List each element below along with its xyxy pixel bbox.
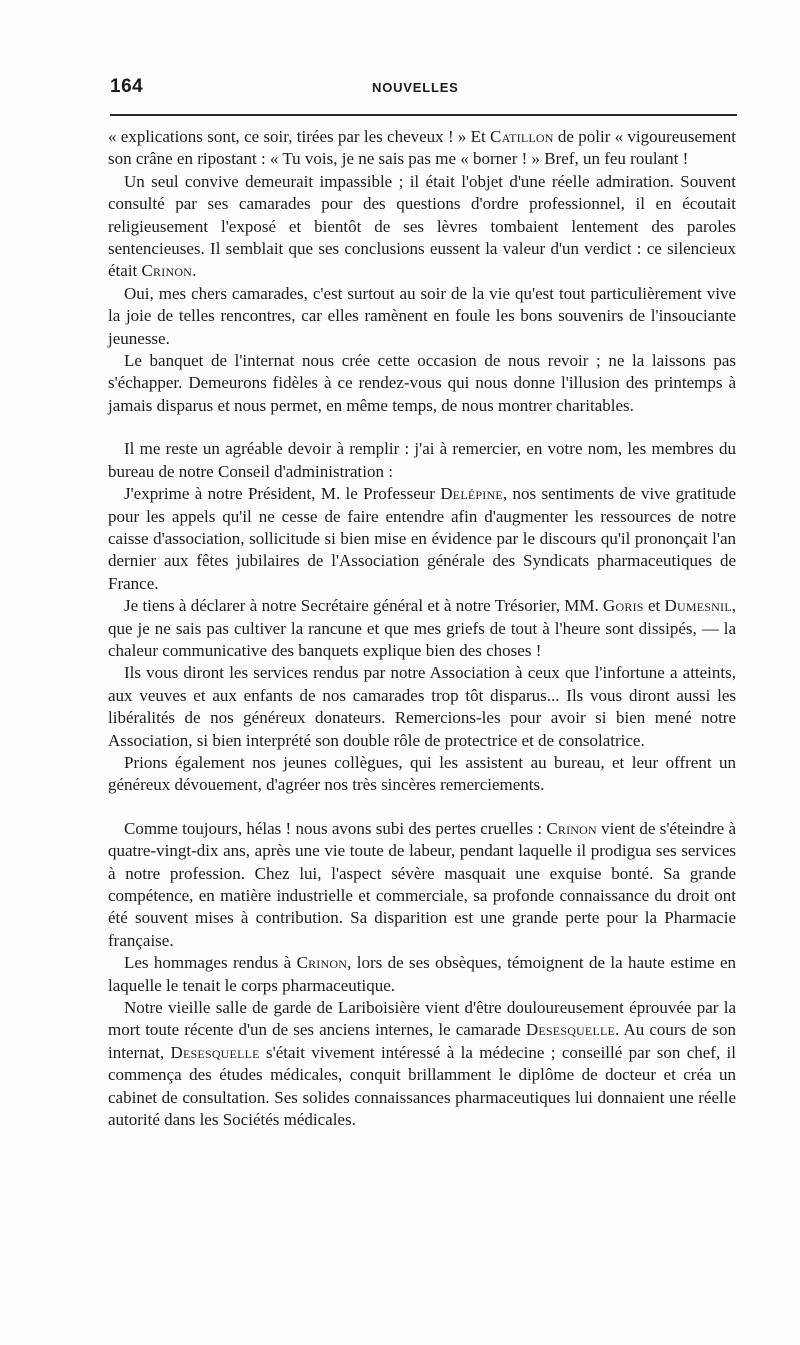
- paragraph: [108, 438, 736, 483]
- proper-name: Crinon: [546, 818, 597, 838]
- paragraph: [108, 283, 736, 350]
- paragraph-text: s'était vivement intéressé à la médecine ; conseillé par son chef, il commença des études médicales, conquit brillamment le diplôme de docteur et créa un cabinet de consultation. Ses solides connaissances pharmaceutiques lui donnaient une réelle autorité dans les Sociétés médicales.: [108, 1042, 737, 1130]
- paragraph-text: Notre vieille salle de garde de Lariboisière vient d'être douloureusement éprouvée par la mort toute récente d'un de ses anciens internes, le camarade: [108, 998, 736, 1040]
- paragraph-text: , nos sentiments de vive gratitude pour les appels qu'il ne cesse de faire entendre afin d'augmenter les ressources de notre caisse d'association, sollicitude si bien mise en évidence par le discours qu'il prononçait l'an dernier aux fêtes jubilaires de l'Association générale des Syndicats pharmaceutiques de France.: [108, 484, 736, 593]
- paragraph: [108, 483, 736, 595]
- paragraph: [108, 350, 736, 417]
- paragraph-text: « explications sont, ce soir, tirées par les cheveux ! » Et: [108, 127, 491, 146]
- paragraph-text: de polir « vigoureusement son crâne en ripostant : « Tu vois, je ne sais pas me « borner ! » Bref, un feu roulant !: [108, 127, 736, 169]
- paragraph-text: Le banquet de l'internat nous crée cette occasion de nous revoir ; ne la laissons pas s'échapper. Demeurons fidèles à ce rendez-vous qui nous donne l'illusion des printemps à jamais disparus et nous permet, en même temps, de nous montrer charitables.: [108, 351, 736, 415]
- paragraph-text: J'exprime à notre Président, M. le Professeur: [124, 484, 441, 504]
- paragraph-text: Oui, mes chers camarades, c'est surtout au soir de la vie qu'est tout particulièrement vive la joie de telles rencontres, car elles ramènent en foule les bons souvenirs de l'insouciante jeunesse.: [108, 283, 736, 348]
- paragraph-text: , lors de ses obsèques, témoignent de la haute estime en laquelle le tenait le corps pharmaceutique.: [108, 953, 736, 995]
- paragraph: [108, 171, 736, 283]
- proper-name: Catillon: [490, 127, 554, 146]
- paragraph-text: Je tiens à déclarer à notre Secrétaire général et à notre Trésorier, MM.: [124, 596, 604, 616]
- proper-name: Desesquelle: [525, 1020, 616, 1040]
- proper-name: Desesquelle: [170, 1042, 260, 1062]
- paragraph-text: vient de s'éteindre à quatre-vingt-dix ans, après une vie toute de labeur, pendant laquelle il prodigua ses services à notre profession. Chez lui, l'aspect sévère masquait une exquise bonté. Sa grande compétence, en matière industrielle et commerciale, sa profonde connaissance du droit ont été souvent mises à contribution. Sa disparition est une grande perte pour la Pharmacie française.: [108, 818, 736, 950]
- paragraph: [108, 952, 736, 997]
- proper-name: Crinon: [141, 261, 193, 281]
- paragraph: [108, 595, 736, 662]
- header-rule: [110, 114, 737, 116]
- paragraph-text: Il me reste un agréable devoir à remplir : j'ai à remercier, en votre nom, les membres du bureau de notre Conseil d'administration :: [108, 439, 736, 481]
- paragraph: [108, 818, 736, 952]
- paragraph-text: . Au cours de son internat,: [108, 1020, 736, 1062]
- proper-name: Goris: [603, 596, 644, 616]
- paragraph: [108, 126, 736, 171]
- paragraph-text: Prions également nos jeunes collègues, qui les assistent au bureau, et leur offrent un généreux dévouement, d'agréer nos très sincères remerciements.: [108, 752, 736, 795]
- paragraph-text: Comme toujours, hélas ! nous avons subi des pertes cruelles :: [124, 818, 547, 838]
- proper-name: Delépine: [440, 484, 503, 504]
- page-header: [110, 76, 738, 102]
- running-head: NOUVELLES: [372, 80, 459, 95]
- paragraph-text: et: [643, 596, 665, 616]
- paragraph: [108, 752, 736, 797]
- paragraph: [108, 997, 736, 1131]
- page-number: 164: [110, 76, 144, 97]
- paragraph-text: .: [192, 261, 197, 281]
- paragraph-text: Un seul convive demeurait impassible ; il était l'objet d'une réelle admiration. Souvent consulté par ses camarades pour des questions d'ordre professionnel, il en écoutait religieusement l'exposé et bientôt de ses lèvres tombaient lentement des paroles sentencieuses. Il semblait que ses conclusions eussent la valeur d'un verdict : ce silencieux était: [108, 171, 736, 281]
- paragraph-text: Ils vous diront les services rendus par notre Association à ceux que l'infortune a atteints, aux veuves et aux enfants de nos camarades trop tôt disparus... Ils vous diront aussi les libéralités de nos généreux donateurs. Remercions-les pour avoir si bien mené notre Association, si bien interprété son double rôle de protectrice et de consolatrice.: [108, 663, 736, 750]
- proper-name: Dumesnil: [664, 596, 732, 616]
- paragraph: [108, 662, 736, 752]
- proper-name: Crinon: [296, 953, 348, 973]
- paragraph-text: Les hommages rendus à: [124, 953, 297, 973]
- paragraph-text: , que je ne sais pas cultiver la rancune et que mes griefs de tout à l'heure sont dissipés, — la chaleur communicative des banquets explique bien des choses !: [108, 596, 736, 660]
- body-text: [108, 126, 736, 1131]
